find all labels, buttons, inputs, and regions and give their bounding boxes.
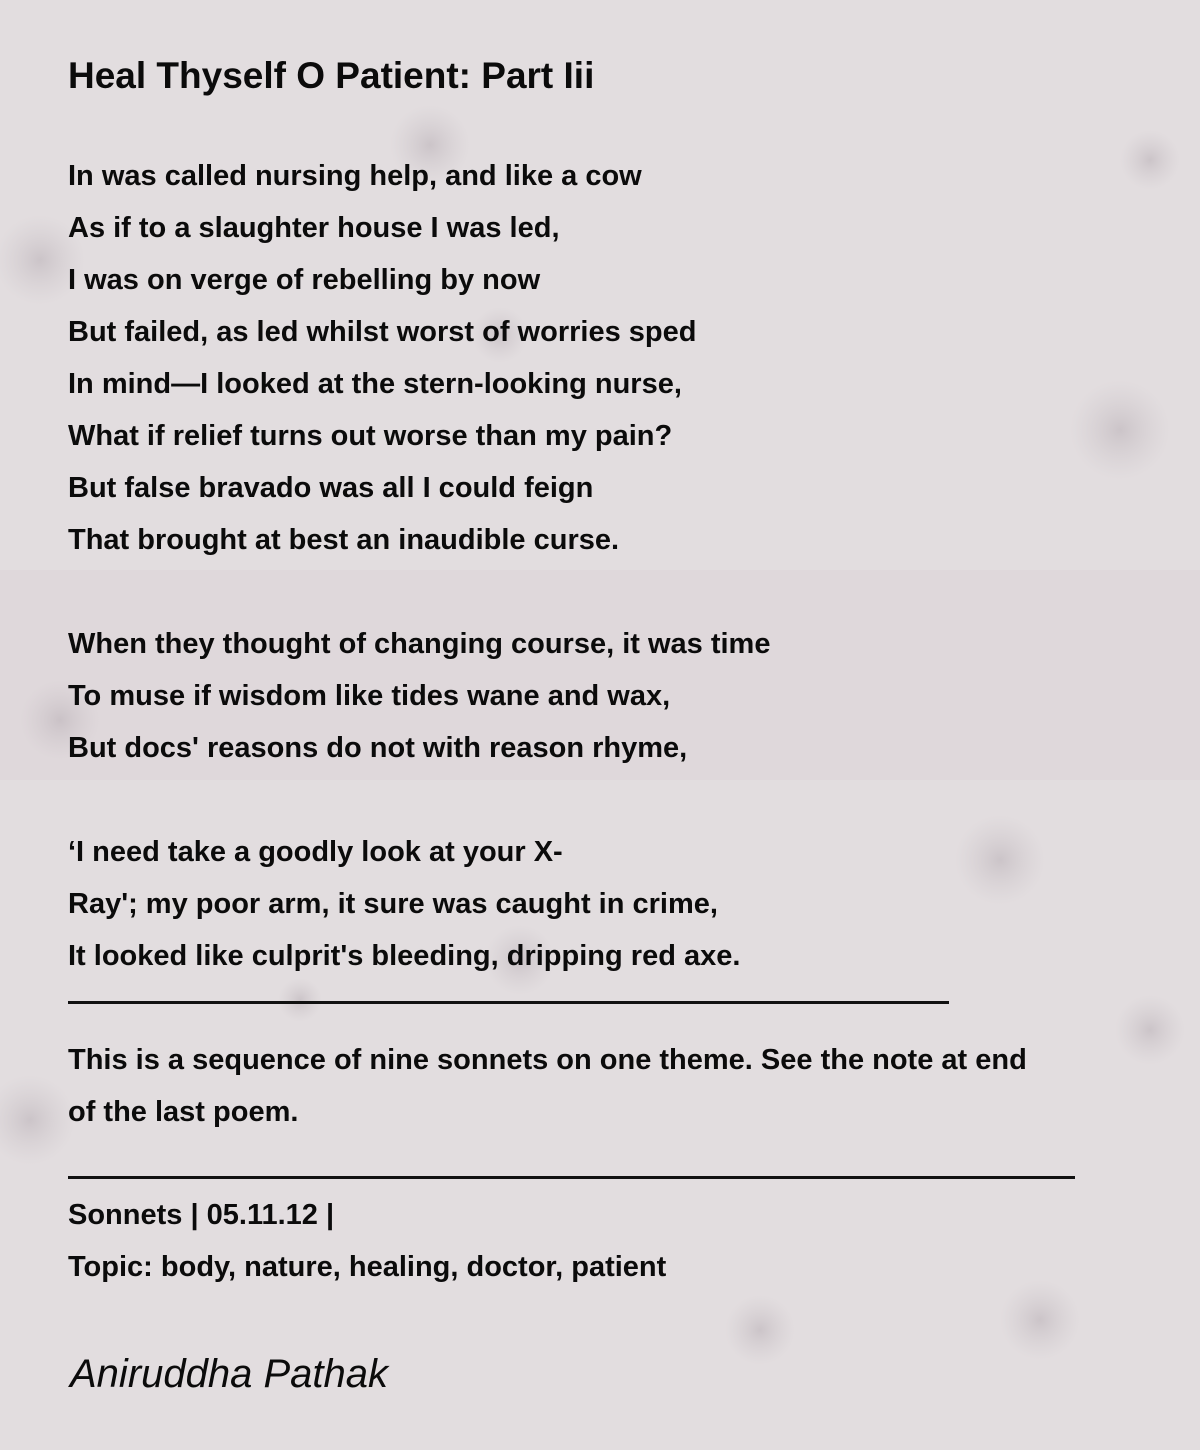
poem-line: But failed, as led whilst worst of worries sped: [68, 316, 697, 348]
poem-line: It looked like culprit's bleeding, dripping red axe.: [68, 940, 741, 972]
separator-text: [68, 982, 949, 1034]
author-name: Aniruddha Pathak: [70, 1352, 389, 1396]
poem-line: As if to a slaughter house I was led,: [68, 212, 560, 244]
poem-line: I was on verge of rebelling by now: [68, 264, 541, 296]
poem-line: What if relief turns out worse than my pain?: [68, 420, 673, 452]
poem-line: That brought at best an inaudible curse.: [68, 524, 620, 556]
stanza-2: [68, 618, 1168, 774]
poem-line: But false bravado was all I could feign: [68, 472, 594, 504]
poem-line: ‘I need take a goodly look at your X-: [68, 836, 563, 868]
stanza-3: [68, 826, 1168, 982]
meta-divider: [68, 1176, 1075, 1179]
form-date-label: Sonnets | 05.11.12 |: [68, 1199, 335, 1231]
topic-label: Topic: body, nature, healing, doctor, patient: [68, 1251, 667, 1283]
poem-note: This is a sequence of nine sonnets on one theme. See the note at end of the last poem.: [68, 1044, 1027, 1128]
poem-line: When they thought of changing course, it was time: [68, 628, 771, 660]
separator-line: [68, 982, 1168, 1034]
poem-line: In was called nursing help, and like a cow: [68, 160, 642, 192]
poem-line: But docs' reasons do not with reason rhyme,: [68, 732, 688, 764]
poem-line: To muse if wisdom like tides wane and wax,: [68, 680, 671, 712]
poem-line: In mind—I looked at the stern-looking nurse,: [68, 368, 682, 400]
poem-title: Heal Thyself O Patient: Part Iii: [68, 55, 595, 96]
stanza-1: [68, 150, 1168, 566]
poem-meta: [68, 1189, 666, 1293]
poem-body: [68, 150, 1168, 1138]
poem-line: Ray'; my poor arm, it sure was caught in crime,: [68, 888, 718, 920]
